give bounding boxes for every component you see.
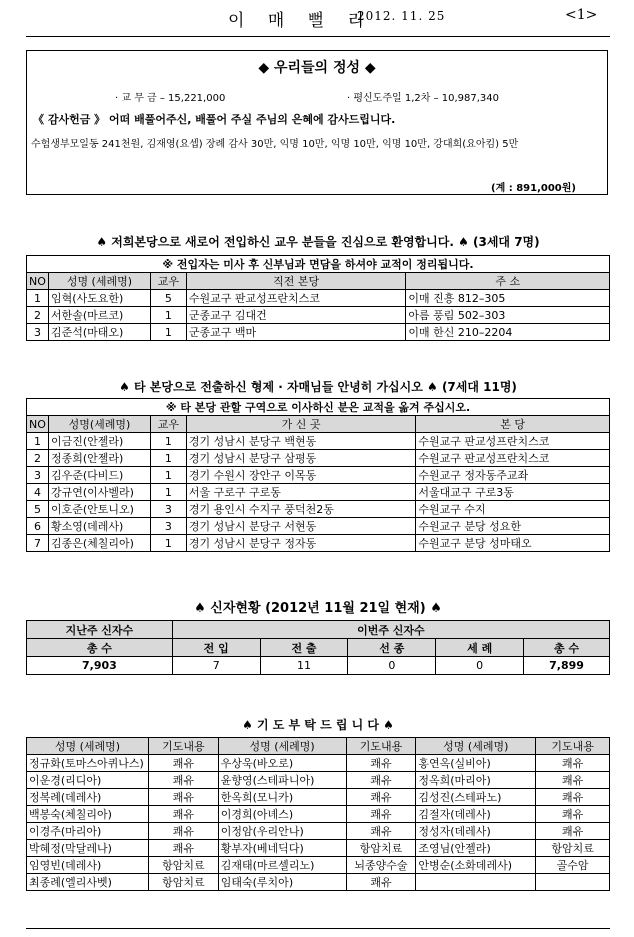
table-cell: 2 <box>27 307 49 324</box>
table-row <box>27 450 610 467</box>
transfer-out-note: ※ 타 본당 관할 구역으로 이사하신 분은 교적을 옮겨 주십시오. <box>27 399 610 416</box>
this-total-value: 7,899 <box>524 657 610 675</box>
table-cell: 군종교구 백마 <box>186 324 406 341</box>
col-header: 주 소 <box>406 273 610 290</box>
table-cell: 김준석(마태오) <box>48 324 150 341</box>
prayer-title: ♠ 기 도 부 탁 드 립 니 다 ♠ <box>242 718 394 732</box>
col-header: 직전 본당 <box>186 273 406 290</box>
table-cell: 1 <box>150 467 186 484</box>
table-cell: 쾌유 <box>148 823 218 840</box>
in-label: 전 입 <box>172 639 260 657</box>
table-cell: 정복례(데레사) <box>27 789 149 806</box>
transfer-in-header-row <box>27 273 610 290</box>
table-row <box>27 324 610 341</box>
table-cell: 쾌유 <box>536 772 610 789</box>
table-cell: 7 <box>27 535 49 552</box>
last-total-value: 7,903 <box>27 657 173 675</box>
thanks-title: 《 감사헌금 》 어떠 배풀어주신, 배풀어 주실 주님의 은혜에 감사드립니다. <box>33 113 396 126</box>
col-header: NO <box>27 416 49 433</box>
thanks-detail: 수험생부모일동 241천원, 김재영(요셉) 장례 감사 30만, 익명 10만, 익명 10만, 익명 10만, 강대희(요아킴) 5만 <box>31 139 519 150</box>
table-cell: 김우준(다비드) <box>48 467 150 484</box>
table-cell: 쾌유 <box>346 789 416 806</box>
death-value: 0 <box>348 657 436 675</box>
table-cell: 수원교구 수지 <box>416 501 610 518</box>
table-row <box>27 772 610 789</box>
table-cell: 4 <box>27 484 49 501</box>
table-cell: 쾌유 <box>346 772 416 789</box>
table-cell: 1 <box>150 307 186 324</box>
transfer-out-header-row <box>27 416 610 433</box>
table-cell: 서한솔(마르코) <box>48 307 150 324</box>
table-cell: 조영님(안젤라) <box>416 840 536 857</box>
table-cell: 정규화(토마스아퀴나스) <box>27 755 149 772</box>
this-week-label: 이번주 신자수 <box>172 621 609 639</box>
baptism-label: 세 례 <box>436 639 524 657</box>
table-cell: 뇌종양수술 <box>346 857 416 874</box>
table-cell: 박혜정(막달레나) <box>27 840 149 857</box>
table-cell: 쾌유 <box>536 789 610 806</box>
table-cell: 수원교구 판교성프란치스코 <box>416 433 610 450</box>
table-cell: 3 <box>150 518 186 535</box>
table-row <box>27 290 610 307</box>
table-cell: 경기 성남시 분당구 백현동 <box>186 433 416 450</box>
transfer-in-title: ♠ 저희본당으로 새로어 전입하신 교우 분들을 진심으로 환영합니다. ♠ (3세대 7명) <box>96 235 540 249</box>
table-cell: 아름 풍림 502–303 <box>406 307 610 324</box>
table-row <box>27 823 610 840</box>
bulletin-date: 2012. 11. 25 <box>357 9 446 23</box>
table-row <box>27 789 610 806</box>
transfer-in-note: ※ 전입자는 미사 후 신부님과 면담을 하셔야 교적이 정리됩니다. <box>27 256 610 273</box>
table-cell: 쾌유 <box>536 823 610 840</box>
table-cell: 1 <box>150 484 186 501</box>
table-row <box>27 806 610 823</box>
table-cell: 항암치료 <box>346 840 416 857</box>
table-cell: 1 <box>150 324 186 341</box>
table-row <box>27 467 610 484</box>
table-cell: 3 <box>27 324 49 341</box>
table-cell: 경기 용인시 수지구 풍덕천2동 <box>186 501 416 518</box>
table-cell: 윤향영(스테파니아) <box>218 772 346 789</box>
table-cell: 정옥희(마리아) <box>416 772 536 789</box>
baptism-value: 0 <box>436 657 524 675</box>
table-cell: 임영빈(데레사) <box>27 857 149 874</box>
table-cell: 임태숙(루치아) <box>218 874 346 891</box>
table-cell: 항암치료 <box>148 857 218 874</box>
col-header: 교우 <box>150 416 186 433</box>
col-header: 성명 (세례명) <box>218 738 346 755</box>
col-header: 성명(세례명) <box>48 416 150 433</box>
last-week-label: 지난주 신자수 <box>27 621 173 639</box>
table-cell: 정종희(안젤라) <box>48 450 150 467</box>
table-cell: 안병순(소화데레사) <box>416 857 536 874</box>
table-cell: 경기 성남시 분당구 서현동 <box>186 518 416 535</box>
col-header: 성명 (세례명) <box>27 738 149 755</box>
col-header: 본 당 <box>416 416 610 433</box>
table-row <box>27 433 610 450</box>
thanks-total: (계 : 891,000원) <box>491 183 576 194</box>
table-cell: 김성진(스테파노) <box>416 789 536 806</box>
table-cell: 이경희(아녜스) <box>218 806 346 823</box>
believers-table <box>26 620 610 675</box>
col-header: 성명 (세례명) <box>48 273 150 290</box>
table-row <box>27 535 610 552</box>
table-cell: 쾌유 <box>148 789 218 806</box>
table-cell: 쾌유 <box>346 755 416 772</box>
table-cell: 임혁(사도요한) <box>48 290 150 307</box>
table-cell: 골수암 <box>536 857 610 874</box>
table-row <box>27 840 610 857</box>
table-cell: 이금진(안젤라) <box>48 433 150 450</box>
table-cell: 3 <box>27 467 49 484</box>
table-cell: 1 <box>150 450 186 467</box>
table-cell: 1 <box>150 535 186 552</box>
table-cell: 5 <box>27 501 49 518</box>
bulletin-title: 이 매 뻘 리 <box>228 11 373 31</box>
table-cell: 김종은(체칠리아) <box>48 535 150 552</box>
table-cell: 5 <box>150 290 186 307</box>
table-cell: 김절자(데레사) <box>416 806 536 823</box>
table-cell: 쾌유 <box>536 806 610 823</box>
col-header: 기도내용 <box>536 738 610 755</box>
table-cell: 경기 성남시 분당구 삼평동 <box>186 450 416 467</box>
col-header: 교우 <box>150 273 186 290</box>
table-cell: 이매 한신 210–2204 <box>406 324 610 341</box>
table-cell: 쾌유 <box>148 755 218 772</box>
transfer-in-table <box>26 255 610 341</box>
table-cell: 쾌유 <box>148 840 218 857</box>
table-row <box>27 501 610 518</box>
offering-title: ◆ 우리들의 정성 ◆ <box>258 60 376 76</box>
table-cell: 2 <box>27 450 49 467</box>
last-total-label: 총 수 <box>27 639 173 657</box>
transfer-out-table <box>26 398 610 552</box>
table-cell: 경기 수원시 장안구 이목동 <box>186 467 416 484</box>
table-cell: 최종례(엘리사벳) <box>27 874 149 891</box>
table-cell: 홍연옥(실비아) <box>416 755 536 772</box>
table-cell: 이경주(마리아) <box>27 823 149 840</box>
table-cell: 정성자(데레사) <box>416 823 536 840</box>
table-cell: 한옥희(모니카) <box>218 789 346 806</box>
table-cell: 수원교구 판교성프란치스코 <box>416 450 610 467</box>
out-value: 11 <box>260 657 348 675</box>
table-row <box>27 484 610 501</box>
sunday-amount: · 평신도주일 1,2차 – 10,987,340 <box>347 93 500 104</box>
table-cell: 수원교구 분당 성마태오 <box>416 535 610 552</box>
table-cell: 수원교구 정자동주교좌 <box>416 467 610 484</box>
table-cell: 항암치료 <box>536 840 610 857</box>
table-cell <box>416 874 536 891</box>
transfer-out-title: ♠ 타 본당으로 전출하신 형제 · 자매님들 안녕히 가십시오 ♠ (7세대 11명) <box>119 380 517 394</box>
col-header: 가 신 곳 <box>186 416 416 433</box>
table-cell: 쾌유 <box>346 806 416 823</box>
table-cell: 1 <box>27 290 49 307</box>
this-total-label: 총 수 <box>524 639 610 657</box>
table-cell: 쾌유 <box>536 755 610 772</box>
table-cell: 이매 진흥 812–305 <box>406 290 610 307</box>
table-cell: 황부자(베네딕다) <box>218 840 346 857</box>
table-row <box>27 518 610 535</box>
table-cell: 6 <box>27 518 49 535</box>
table-cell: 이호준(안토니오) <box>48 501 150 518</box>
table-cell: 김재태(마르셀리노) <box>218 857 346 874</box>
table-cell: 군종교구 김대건 <box>186 307 406 324</box>
table-cell: 쾌유 <box>148 772 218 789</box>
col-header: 기도내용 <box>148 738 218 755</box>
table-cell <box>536 874 610 891</box>
table-cell: 수원교구 분당 성요한 <box>416 518 610 535</box>
table-cell: 1 <box>27 433 49 450</box>
death-label: 선 종 <box>348 639 436 657</box>
tithe-amount: · 교 무 금 – 15,221,000 <box>115 93 226 104</box>
table-row <box>27 307 610 324</box>
page-number: <1> <box>565 7 598 23</box>
table-row <box>27 874 610 891</box>
table-cell: 이운경(리디아) <box>27 772 149 789</box>
header-divider <box>26 36 610 37</box>
table-cell: 경기 성남시 분당구 정자동 <box>186 535 416 552</box>
table-cell: 우상욱(바오로) <box>218 755 346 772</box>
table-row <box>27 857 610 874</box>
col-header: 성명 (세례명) <box>416 738 536 755</box>
table-cell: 황소영(데레사) <box>48 518 150 535</box>
table-cell: 3 <box>150 501 186 518</box>
prayer-table <box>26 737 610 891</box>
table-cell: 수원교구 판교성프란치스코 <box>186 290 406 307</box>
table-cell: 서울대교구 구로3동 <box>416 484 610 501</box>
table-cell: 이정암(우리안나) <box>218 823 346 840</box>
out-label: 전 출 <box>260 639 348 657</box>
prayer-header-row <box>27 738 610 755</box>
table-row <box>27 755 610 772</box>
table-cell: 쾌유 <box>148 806 218 823</box>
believers-title: ♠ 신자현황 (2012년 11월 21일 현재) ♠ <box>194 601 442 616</box>
table-cell: 쾌유 <box>346 823 416 840</box>
col-header: NO <box>27 273 49 290</box>
page-header <box>0 0 634 36</box>
col-header: 기도내용 <box>346 738 416 755</box>
in-value: 7 <box>172 657 260 675</box>
table-cell: 백봉숙(체칠리아) <box>27 806 149 823</box>
table-cell: 서울 구로구 구로동 <box>186 484 416 501</box>
table-cell: 강규연(이사벨라) <box>48 484 150 501</box>
table-cell: 1 <box>150 433 186 450</box>
table-cell: 쾌유 <box>346 874 416 891</box>
footer-divider <box>26 928 610 929</box>
table-cell: 항암치료 <box>148 874 218 891</box>
offering-box <box>26 50 608 195</box>
